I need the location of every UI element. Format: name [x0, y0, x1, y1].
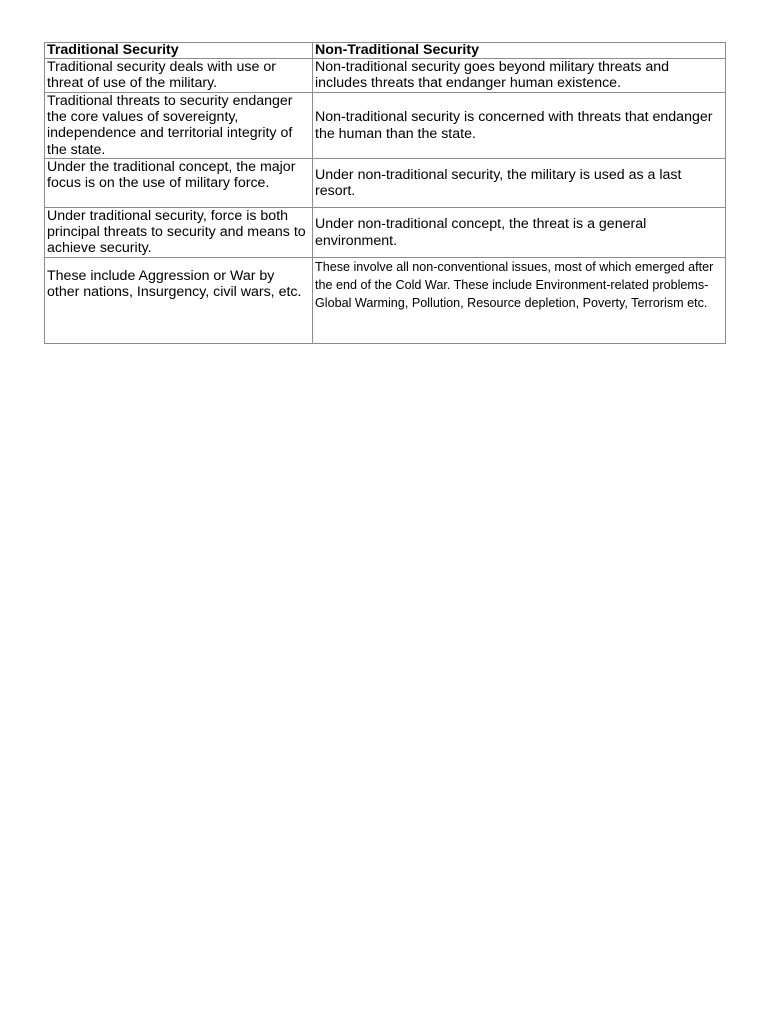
cell-traditional: Traditional security deals with use or threat of use of the military.: [45, 59, 313, 93]
table-row: [45, 59, 726, 93]
table-body: [45, 59, 726, 344]
cell-non-traditional: Non-traditional security goes beyond military threats and includes threats that endanger human existence.: [313, 59, 726, 93]
table-row: [45, 208, 726, 258]
header-row: [45, 43, 726, 59]
cell-non-traditional: Under non-traditional security, the military is used as a last resort.: [313, 159, 726, 208]
cell-non-traditional: Under non-traditional concept, the threat is a general environment.: [313, 208, 726, 258]
table-header: [45, 43, 726, 59]
header-non-traditional-security: Non-Traditional Security: [313, 43, 726, 59]
header-traditional-security: Traditional Security: [45, 43, 313, 59]
security-comparison-table: [44, 42, 726, 344]
table-row: [45, 93, 726, 159]
cell-traditional: These include Aggression or War by other nations, Insurgency, civil wars, etc.: [45, 258, 313, 344]
cell-non-traditional: These involve all non-conventional issues, most of which emerged after the end of the Cold War. These include Environment-related problems- Global Warming, Pollution, Resource depletion, Poverty, Terrorism etc.: [313, 258, 726, 344]
table-row: [45, 159, 726, 208]
cell-traditional: Traditional threats to security endanger the core values of sovereignty, independence and territorial integrity of the state.: [45, 93, 313, 159]
table-row: [45, 258, 726, 344]
cell-traditional: Under traditional security, force is both principal threats to security and means to achieve security.: [45, 208, 313, 258]
cell-non-traditional: Non-traditional security is concerned with threats that endanger the human than the state.: [313, 93, 726, 159]
cell-traditional: Under the traditional concept, the major focus is on the use of military force.: [45, 159, 313, 208]
